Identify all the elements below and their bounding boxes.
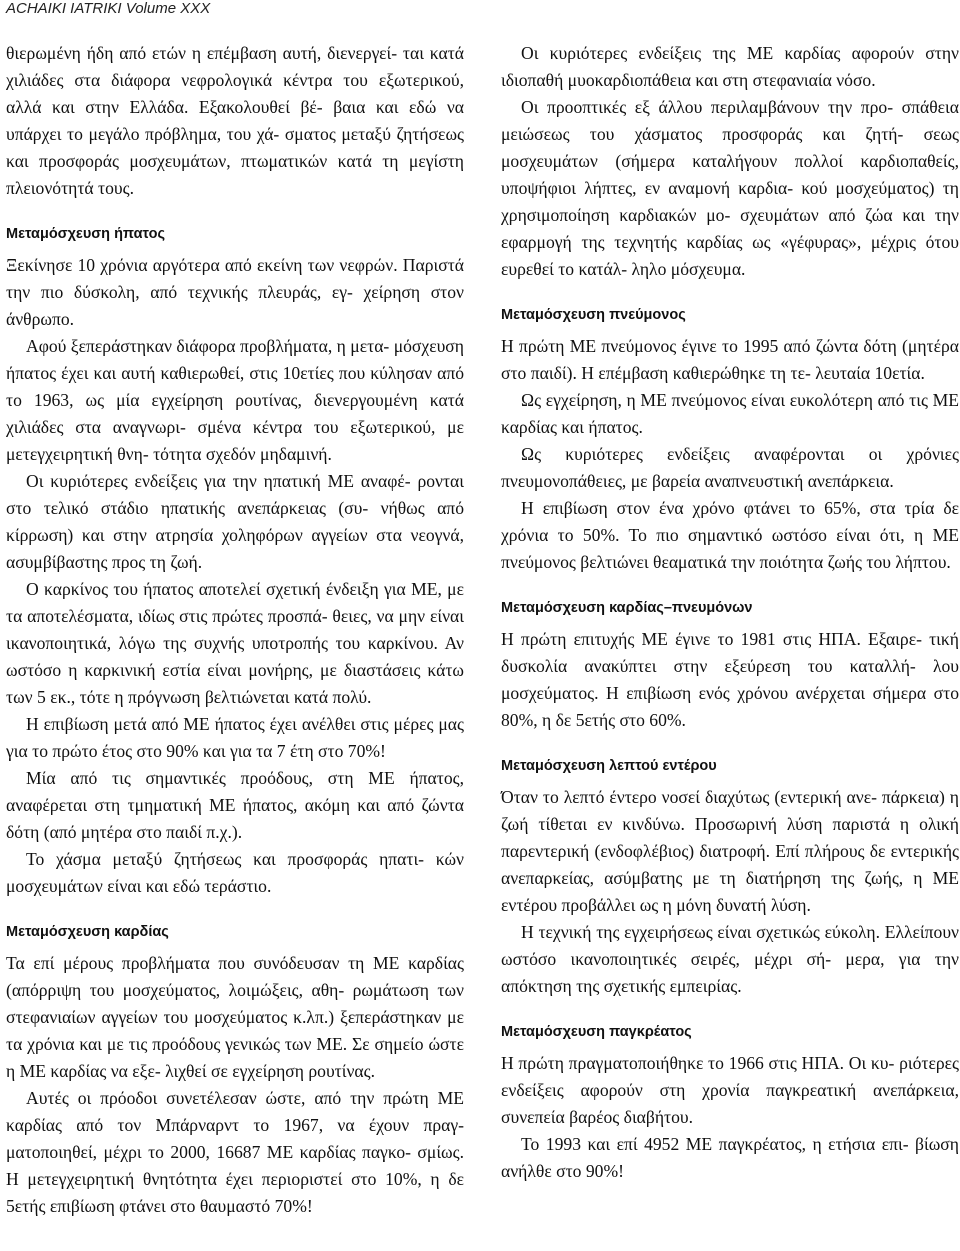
paragraph-heart-1: Τα επί μέρους προβλήματα που συνόδευσαν τη ΜΕ καρδίας (απόρριψη του μοσχεύματος, λοιμώξεις, αθη- ρωμάτωση των στεφανιαίων αγγείων του μοσχεύματος κ.λπ.) ξεπεράστηκαν με τα χρόνια και με τις προόδους γενικώς των ΜΕ. Σε σημείο ώστε η ΜΕ καρδίας να εξε- λιχθεί σε εγχείρηση ρουτίνας. <box>6 953 464 1081</box>
section-heading-pancreas: Μεταμόσχευση παγκρέατος <box>501 1024 692 1040</box>
paragraph-pancreas-1: Η πρώτη πραγματοποιήθηκε το 1966 στις ΗΠΑ. Οι κυ- ριότερες ενδείξεις αφορούν στη χρονία παγκρεατική ανεπάρκεια, συνεπεία βαρέος διαβήτου. <box>501 1053 959 1127</box>
paragraph-heart-2: Αυτές οι πρόοδοι συνετέλεσαν ώστε, από την πρώτη ΜΕ καρδίας από τον Μπάρναρντ το 1967, να έχουν πραγ- ματοποιηθεί, μέχρι το 2000, 16687 ΜΕ καρδίας παγκο- σμίως. Η μετεγχειρητική θνητότητα έχει περιοριστεί στο 10%, η δε 5ετής επιβίωση φτάνει στο θαυμαστό 70%! <box>6 1088 464 1216</box>
section-heading-liver: Μεταμόσχευση ήπατος <box>6 226 165 242</box>
paragraph-lung-3: Ως κυριότερες ενδείξεις αναφέρονται οι χρόνιες πνευμονοπάθειες, με βαρεία αναπνευστική ανεπάρκεια. <box>501 444 959 491</box>
paragraph-lung-4: Η επιβίωση στον ένα χρόνο φτάνει το 65%, στα τρία δε χρόνια το 50%. Το πιο σημαντικό ωστόσο είναι ότι, η ΜΕ πνεύμονος βελτιώνει θεαματικά την ποιότητα ζωής του λήπτου. <box>501 498 959 572</box>
paragraph-liver-1: Ξεκίνησε 10 χρόνια αργότερα από εκείνη των νεφρών. Παριστά την πιο δύσκολη, από τεχνικής πλευράς, εγ- χείρηση στον άνθρωπο. <box>6 255 464 329</box>
paragraph-lung-2: Ως εγχείρηση, η ΜΕ πνεύμονος είναι ευκολότερη από τις ΜΕ καρδίας και ήπατος. <box>501 390 959 437</box>
paragraph-liver-2: Αφού ξεπεράστηκαν διάφορα προβλήματα, η μετα- μόσχευση ήπατος έχει και αυτή καθιερωθεί, στις 10ετίες που κύλησαν από το 1963, ως μία εγχείρηση ρουτίνας, διενεργουμένη κατά χιλιάδες στα αναγνωρι- σμένα κέντρα του εξωτερικού, με μετεγχειρητική θνη- τότητα σχεδόν μηδαμινή. <box>6 336 464 464</box>
section-heading-heart-lung: Μεταμόσχευση καρδίας–πνευμόνων <box>501 600 753 616</box>
paragraph-liver-7: Το χάσμα μεταξύ ζητήσεως και προσφοράς ηπατι- κών μοσχευμάτων είναι και εδώ τεράστιο. <box>6 849 464 896</box>
left-column <box>6 40 464 1220</box>
section-heading-lung: Μεταμόσχευση πνεύμονος <box>501 307 686 323</box>
running-head: ACHAIKI IATRIKI Volume XXX <box>6 0 211 17</box>
paragraph-bowel-1: Όταν το λεπτό έντερο νοσεί διαχύτως (εντερική ανε- πάρκεια) η ζωή τίθεται εν κινδύνω. Προσωρινή λύση παριστά η ολική παρεντερική (ενδοφλέβιος) διατροφή. Επί πλήρους δε εντερικής ανεπαρκείας, ασύμβατης με τη διατήρηση της ζωής, η ΜΕ εντέρου προβάλλει ως η μόνη δυνατή λύση. <box>501 787 959 915</box>
paragraph-bowel-2: Η τεχνική της εγχειρήσεως είναι σχετικώς εύκολη. Ελλείπουν ωστόσο ικανοποιητικές σειρές, μέχρι σή- μερα, για την απόκτηση της σχετικής εμπειρίας. <box>501 922 959 996</box>
section-heading-small-bowel: Μεταμόσχευση λεπτού εντέρου <box>501 758 717 774</box>
right-column <box>501 40 959 1185</box>
paragraph-pancreas-2: Το 1993 και επί 4952 ΜΕ παγκρέατος, η ετήσια επι- βίωση ανήλθε στο 90%! <box>501 1134 959 1181</box>
paragraph-heart-4: Οι προοπτικές εξ άλλου περιλαμβάνουν την προ- σπάθεια μειώσεως του χάσματος προσφοράς και ζητή- σεως μοσχευμάτων (σήμερα καταλήγουν πολλοί καρδιοπαθείς, υποψήφιοι λήπτες, εν αναμονή καρδια- κού μοσχεύματος) τη χρησιμοποίηση καρδιακών μο- σχευμάτων από ζώα και την εφαρμογή της τεχνητής καρδίας ως «γέφυρας», μέχρις ότου ευρεθεί το κατάλ- ληλο μόσχευμα. <box>501 97 959 279</box>
paragraph-liver-5: Η επιβίωση μετά από ΜΕ ήπατος έχει ανέλθει στις μέρες μας για το πρώτο έτος στο 90% και για τα 7 έτη στο 70%! <box>6 714 464 761</box>
paragraph-heart-3: Οι κυριότερες ενδείξεις της ΜΕ καρδίας αφορούν στην ιδιοπαθή μυοκαρδιοπάθεια και στη στεφανιαία νόσο. <box>501 43 959 90</box>
section-heading-heart: Μεταμόσχευση καρδίας <box>6 924 169 940</box>
paragraph-heart-lung-1: Η πρώτη επιτυχής ΜΕ έγινε το 1981 στις ΗΠΑ. Εξαιρε- τική δυσκολία ανακύπτει στην εξεύρεση του καταλλή- λου μοσχεύματος. Η επιβίωση ενός χρόνου ανέρχεται σήμερα στο 80%, η δε 5ετής στο 60%. <box>501 629 959 730</box>
paragraph-intro: θιερωμένη ήδη από ετών η επέμβαση αυτή, διενεργεί- ται κατά χιλιάδες στα διάφορα νεφρολογικά κέντρα του εξωτερικού, αλλά και στην Ελλάδα. Εξακολουθεί βέ- βαια και εδώ να υπάρχει το μεγάλο πρόβλημα, του χά- σματος μεταξύ ζητήσεως και προσφοράς μοσχευμάτων, πτωματικών κατά τη μεγίστη πλειονότητά τους. <box>6 43 464 198</box>
paragraph-lung-1: Η πρώτη ΜΕ πνεύμονος έγινε το 1995 από ζώντα δότη (μητέρα στο παιδί). Η επέμβαση καθιερώθηκε τη τε- λευταία 10ετία. <box>501 336 959 383</box>
paragraph-liver-4: Ο καρκίνος του ήπατος αποτελεί σχετική ένδειξη για ΜΕ, με τα αποτελέσματα, ιδίως στις πρώτες προσπά- θειες, να μην είναι ικανοποιητικά, λόγω της συχνής υποτροπής του καρκίνου. Αν ωστόσο η καρκινική εστία είναι μονήρης, με διαστάσεις κάτω των 5 εκ., τότε η πρόγνωση βελτιώνεται κατά πολύ. <box>6 579 464 707</box>
paragraph-liver-3: Οι κυριότερες ενδείξεις για την ηπατική ΜΕ αναφέ- ρονται στο τελικό στάδιο ηπατικής ανεπάρκειας (συ- νήθως από κίρρωση) και στην ατρησία χοληφόρων αγγείων στα νεογνά, ασυμβίβαστης προς τη ζωή. <box>6 471 464 572</box>
paragraph-liver-6: Μία από τις σημαντικές προόδους, στη ΜΕ ήπατος, αναφέρεται στη τμηματική ΜΕ ήπατος, ακόμη και από ζώντα δότη (από μητέρα στο παιδί π.χ.). <box>6 768 464 842</box>
